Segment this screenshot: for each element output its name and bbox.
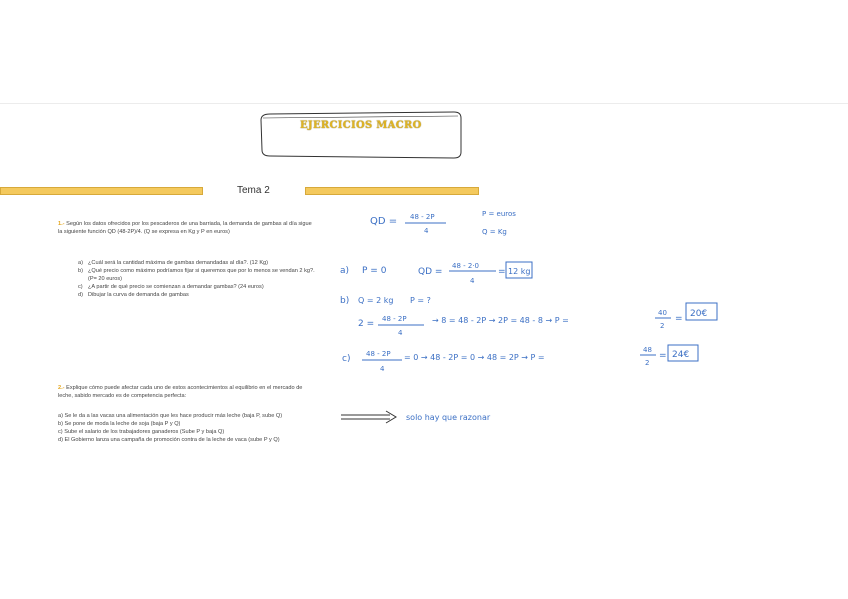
hw-b-label: b) — [340, 296, 350, 306]
exercise-2-statement — [58, 384, 318, 400]
exercise-1-item-a: a) ¿Cuál será la cantidad máxima de gambas demandadas al día?. (12 Kg) — [78, 260, 269, 266]
hw-a-q: QD = — [418, 267, 443, 277]
header-bar-left — [0, 187, 203, 195]
hw-units-p: P = euros — [482, 210, 516, 218]
hw-units-q: Q = Kg — [482, 228, 507, 236]
hw-b-condition: Q = 2 kg — [358, 296, 394, 305]
hw-b-answer-box — [686, 303, 717, 320]
hw-a-denominator: 4 — [470, 277, 475, 285]
exercise-1-text: Según los datos ofrecidos por los pescaderos de una barriada, la demanda de gambas al día sigue la siguiente función QD (48-2P)/4. (Q se expresa en Kg y P en euros) — [58, 221, 312, 235]
exercise-1-item-c: c) ¿A partir de qué precio se comienzan a demandar gambas? (24 euros) — [78, 284, 264, 290]
exercise-2-text: Explique cómo puede afectar cada uno de estos acontecimientos al equilibrio en el mercado de leche, sabido mercado es de competencia perfecta: — [58, 385, 303, 399]
exercise-1-items — [78, 259, 318, 299]
long-arrow-icon — [386, 411, 396, 423]
exercise-1-item-d: d) Dibujar la curva de demanda de gambas — [78, 292, 189, 298]
hw-c-answer: 24€ — [672, 350, 690, 360]
exercise-2-item-c: c) Sube el salario de los trabajadores ganaderos (Sube P y baja Q) — [58, 429, 225, 435]
exercise-2-item-b: b) Se pone de moda la leche de soja (baja P y Q) — [58, 421, 181, 427]
hw-c-denominator: 4 — [380, 365, 385, 373]
hw-b-steps: → 8 = 48 - 2P → 2P = 48 - 8 → P = — [432, 316, 569, 325]
hw-c-label: c) — [342, 354, 351, 364]
hw-c-equals: = — [659, 351, 667, 361]
hw-formula-denominator: 4 — [424, 227, 429, 235]
hw-b-frac-denominator: 2 — [660, 322, 665, 330]
exercise-2-number: 2.- — [58, 385, 65, 391]
hw-c-frac-numerator: 48 — [643, 346, 652, 354]
title-banner-frame — [258, 108, 464, 162]
page-title: EJERCICIOS MACRO — [300, 120, 422, 131]
hw-c-steps: = 0 → 48 - 2P = 0 → 48 = 2P → P = — [404, 353, 545, 362]
hw-formula-numerator: 48 - 2P — [410, 213, 435, 221]
hw-b-numerator: 48 - 2P — [382, 315, 407, 323]
hw-c-frac-denominator: 2 — [645, 359, 650, 367]
hw-a-numerator: 48 - 2·0 — [452, 262, 480, 270]
hw-b-denominator: 4 — [398, 329, 403, 337]
hw-ex2-note: solo hay que razonar — [406, 413, 491, 422]
exercise-2-item-a: a) Se le da a las vacas una alimentación que les hace producir más leche (baja P, sube Q) — [58, 413, 283, 419]
hw-a-condition: P = 0 — [362, 266, 387, 276]
hw-b-p: P = ? — [410, 296, 431, 305]
hw-a-answer: 12 kg — [508, 267, 531, 276]
hw-b-frac-numerator: 40 — [658, 309, 667, 317]
hw-b-equals: = — [675, 314, 683, 324]
hw-a-label: a) — [340, 266, 350, 276]
hw-a-answer-box — [506, 262, 532, 278]
exercise-2-items — [58, 412, 320, 444]
hw-formula-lhs: QD = — [370, 216, 398, 227]
hw-a-equals: = — [498, 267, 506, 277]
page-top-edge — [0, 103, 848, 104]
hw-c-answer-box — [668, 345, 698, 361]
exercise-1-statement — [58, 220, 314, 236]
header-bar-right — [305, 187, 479, 195]
hw-c-numerator: 48 - 2P — [366, 350, 391, 358]
exercise-1-item-b: b) ¿Qué precio como máximo podríamos fijar si queremos que por lo menos se vendan 2 kg?. (P= 20 euros) — [78, 268, 315, 282]
hw-b-lhs: 2 = — [358, 319, 375, 329]
exercise-2-item-d: d) El Gobierno lanza una campaña de promoción contra de la leche de vaca (sube P y Q) — [58, 437, 280, 443]
exercise-1-number: 1.- — [58, 221, 65, 227]
topic-heading: Tema 2 — [237, 185, 270, 196]
hw-b-answer: 20€ — [690, 309, 708, 319]
